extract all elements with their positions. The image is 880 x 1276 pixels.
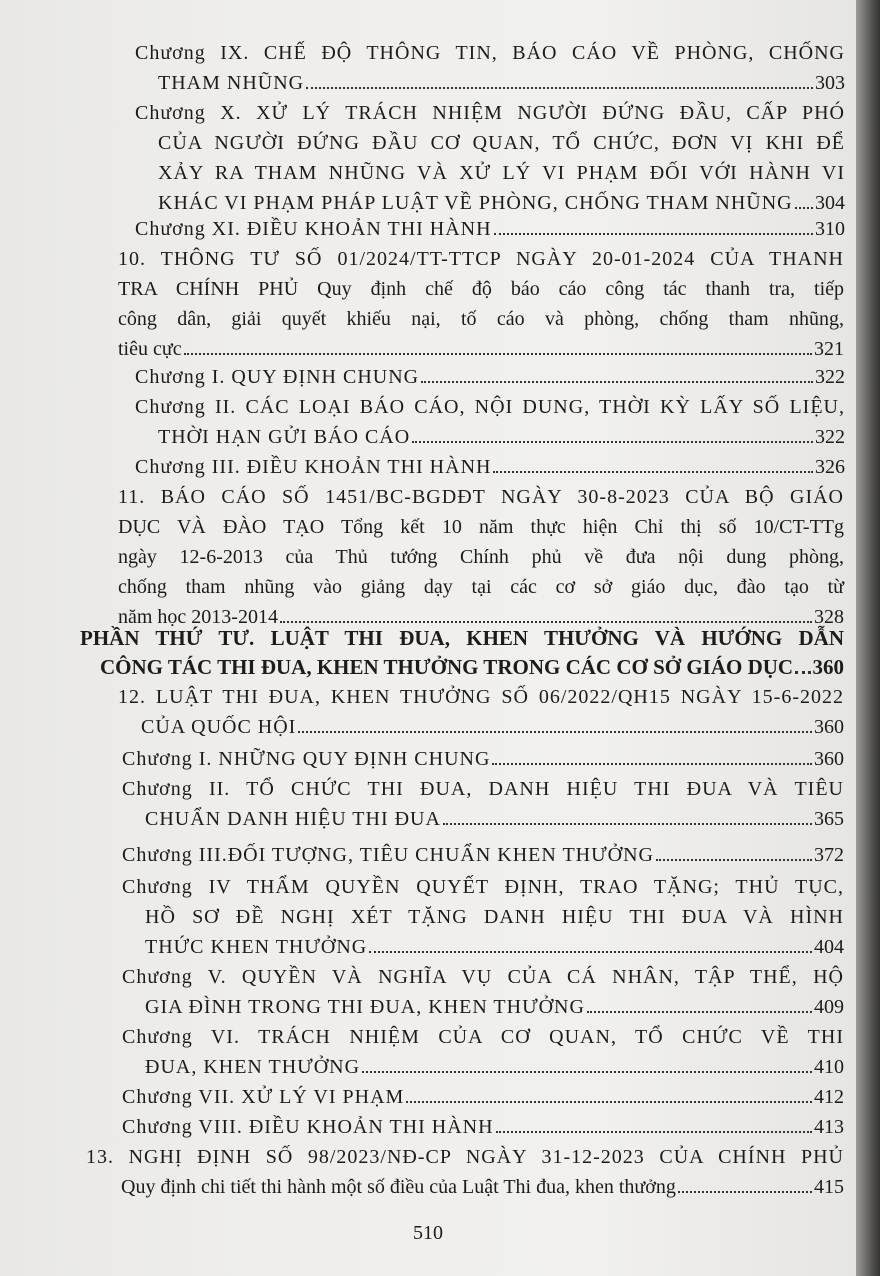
toc-entry-text: CỦA QUỐC HỘI [141, 716, 297, 738]
toc-entry-text: chống tham nhũng vào giảng dạy tại các cơ sở giáo dục, đào tạo từ [118, 576, 844, 598]
leader-dots [362, 1071, 812, 1073]
leader-dots [406, 1101, 812, 1103]
toc-entry-i12-chuong-iii [122, 840, 844, 870]
part-title-line: CÔNG TÁC THI ĐUA, KHEN THƯỞNG TRONG CÁC CƠ SỞ GIÁO DỤC [100, 655, 794, 679]
leader-dots [656, 859, 812, 861]
toc-entry-text: Chương III.ĐỐI TƯỢNG, TIÊU CHUẨN KHEN THƯỞNG [122, 844, 654, 866]
page-ref: 326 [815, 456, 845, 478]
toc-entry-text: 10. THÔNG TƯ SỐ 01/2024/TT-TTCP NGÀY 20-01-2024 CỦA THANH [118, 248, 844, 270]
toc-entry-i12-chuong-vi [122, 1022, 844, 1082]
page-ref: 322 [815, 366, 845, 388]
toc-entry-text: Chương I. QUY ĐỊNH CHUNG [135, 366, 420, 388]
toc-entry-text: Chương XI. ĐIỀU KHOẢN THI HÀNH [135, 218, 492, 240]
toc-item-10 [118, 244, 844, 364]
toc-entry-text: HỒ SƠ ĐỀ NGHỊ XÉT TẶNG DANH HIỆU THI ĐUA VÀ HÌNH [145, 906, 844, 928]
page-ref: 304 [815, 192, 845, 214]
toc-entry-text: Chương VII. XỬ LÝ VI PHẠM [122, 1086, 405, 1108]
leader-dots [587, 1011, 812, 1013]
toc-entry-text: 11. BÁO CÁO SỐ 1451/BC-BGDĐT NGÀY 30-8-2023 CỦA BỘ GIÁO [118, 486, 844, 508]
book-edge [856, 0, 880, 1276]
page-ref: 328 [814, 606, 844, 628]
page-ref: 412 [814, 1086, 844, 1108]
toc-entry-text: Chương IV THẨM QUYỀN QUYẾT ĐỊNH, TRAO TẶNG; THỦ TỤC, [122, 876, 844, 898]
page-ref: 372 [814, 844, 844, 866]
toc-entry-text: 13. NGHỊ ĐỊNH SỐ 98/2023/NĐ-CP NGÀY 31-12-2023 CỦA CHÍNH PHỦ [86, 1146, 844, 1168]
toc-entry-i12-chuong-v [122, 962, 844, 1022]
page-ref: 365 [814, 808, 844, 830]
page-ref: 360 [814, 716, 844, 738]
toc-entry-text: ngày 12-6-2013 của Thủ tướng Chính phủ về đưa nội dung phòng, [118, 546, 844, 568]
toc-entry-text: Chương III. ĐIỀU KHOẢN THI HÀNH [135, 456, 492, 478]
toc-entry-text: ĐUA, KHEN THƯỞNG [145, 1056, 361, 1078]
toc-entry-text: công dân, giải quyết khiếu nại, tố cáo và phòng, chống tham nhũng, [118, 308, 844, 330]
leader-dots [184, 353, 812, 355]
toc-entry-text: năm học 2013-2014 [118, 606, 278, 628]
toc-entry-text: Chương VI. TRÁCH NHIỆM CỦA CƠ QUAN, TỔ CHỨC VỀ THI [122, 1026, 844, 1048]
toc-entry-text: CHUẨN DANH HIỆU THI ĐUA [145, 808, 441, 830]
toc-entry-text: Chương V. QUYỀN VÀ NGHĨA VỤ CỦA CÁ NHÂN, TẬP THỂ, HỘ [122, 966, 844, 988]
leader-dots [280, 621, 812, 623]
leader-dots [795, 671, 810, 674]
leader-dots [494, 233, 813, 235]
leader-dots [443, 823, 812, 825]
toc-entry-i12-chuong-viii [122, 1112, 844, 1142]
leader-dots [298, 731, 812, 733]
page-ref: 413 [814, 1116, 844, 1138]
toc-item-11 [118, 482, 844, 632]
page-ref: 322 [815, 426, 845, 448]
toc-item-12 [118, 682, 844, 742]
toc-entry-i12-chuong-iv [122, 872, 844, 962]
toc-entry-text: Quy định chi tiết thi hành một số điều của Luật Thi đua, khen thưởng [121, 1176, 676, 1198]
page-ref: 410 [814, 1056, 844, 1078]
toc-entry-text: Chương X. XỬ LÝ TRÁCH NHIỆM NGƯỜI ĐỨNG ĐẦU, CẤP PHÓ [135, 102, 845, 124]
toc-entry-i10-chuong-ii [135, 392, 845, 452]
toc-entry-text: THỨC KHEN THƯỞNG [145, 936, 368, 958]
toc-entry-text: Chương II. CÁC LOẠI BÁO CÁO, NỘI DUNG, THỜI KỲ LẤY SỐ LIỆU, [135, 396, 845, 418]
leader-dots [306, 87, 813, 89]
leader-dots [678, 1191, 812, 1193]
toc-entry-text: Chương II. TỔ CHỨC THI ĐUA, DANH HIỆU THI ĐUA VÀ TIÊU [122, 778, 844, 800]
leader-dots [412, 441, 813, 443]
toc-entry-text: tiêu cực [118, 338, 182, 360]
toc-entry-chuong-xi [135, 214, 845, 244]
toc-entry-chuong-x [135, 98, 845, 218]
toc-entry-i10-chuong-iii [135, 452, 845, 482]
page-ref: 360 [814, 748, 844, 770]
toc-entry-text: DỤC VÀ ĐÀO TẠO Tổng kết 10 năm thực hiện Chỉ thị số 10/CT-TTg [118, 516, 844, 538]
toc-entry-text: KHÁC VI PHẠM PHÁP LUẬT VỀ PHÒNG, CHỐNG THAM NHŨNG [158, 192, 793, 214]
toc-entry-i12-chuong-vii [122, 1082, 844, 1112]
part-title-line: PHẦN THỨ TƯ. LUẬT THI ĐUA, KHEN THƯỞNG VÀ HƯỚNG DẪN [80, 626, 844, 650]
toc-entry-text: Chương IX. CHẾ ĐỘ THÔNG TIN, BÁO CÁO VỀ PHÒNG, CHỐNG [135, 42, 845, 64]
leader-dots [493, 471, 813, 473]
leader-dots [496, 1131, 812, 1133]
toc-entry-text: GIA ĐÌNH TRONG THI ĐUA, KHEN THƯỞNG [145, 996, 585, 1018]
toc-entry-i12-chuong-ii [122, 774, 844, 834]
leader-dots [369, 951, 812, 953]
page-ref: 415 [814, 1176, 844, 1198]
leader-dots [492, 763, 812, 765]
toc-entry-text: CỦA NGƯỜI ĐỨNG ĐẦU CƠ QUAN, TỔ CHỨC, ĐƠN VỊ KHI ĐỂ [158, 132, 845, 154]
page-ref: 404 [814, 936, 844, 958]
toc-entry-chuong-ix [135, 38, 845, 98]
toc-entry-i10-chuong-i [135, 362, 845, 392]
toc-entry-i12-chuong-i [122, 744, 844, 774]
page-number: 510 [413, 1222, 443, 1244]
toc-entry-text: Chương VIII. ĐIỀU KHOẢN THI HÀNH [122, 1116, 494, 1138]
toc-item-13 [86, 1142, 844, 1202]
toc-entry-text: TRA CHÍNH PHỦ Quy định chế độ báo cáo công tác thanh tra, tiếp [118, 278, 844, 300]
page-ref: 310 [815, 218, 845, 240]
toc-entry-text: THỜI HẠN GỬI BÁO CÁO [158, 426, 411, 448]
toc-entry-text: THAM NHŨNG [158, 72, 305, 94]
page-ref: 321 [814, 338, 844, 360]
page-ref: 303 [815, 72, 845, 94]
toc-entry-text: 12. LUẬT THI ĐUA, KHEN THƯỞNG SỐ 06/2022/QH15 NGÀY 15-6-2022 [118, 686, 844, 708]
toc-entry-text: XẢY RA THAM NHŨNG VÀ XỬ LÝ VI PHẠM ĐỐI VỚI HÀNH VI [158, 162, 845, 184]
toc-entry-text: Chương I. NHỮNG QUY ĐỊNH CHUNG [122, 748, 491, 770]
leader-dots [795, 207, 813, 209]
part-heading [80, 624, 844, 682]
page-ref: 360 [812, 655, 844, 679]
leader-dots [421, 381, 813, 383]
page-ref: 409 [814, 996, 844, 1018]
